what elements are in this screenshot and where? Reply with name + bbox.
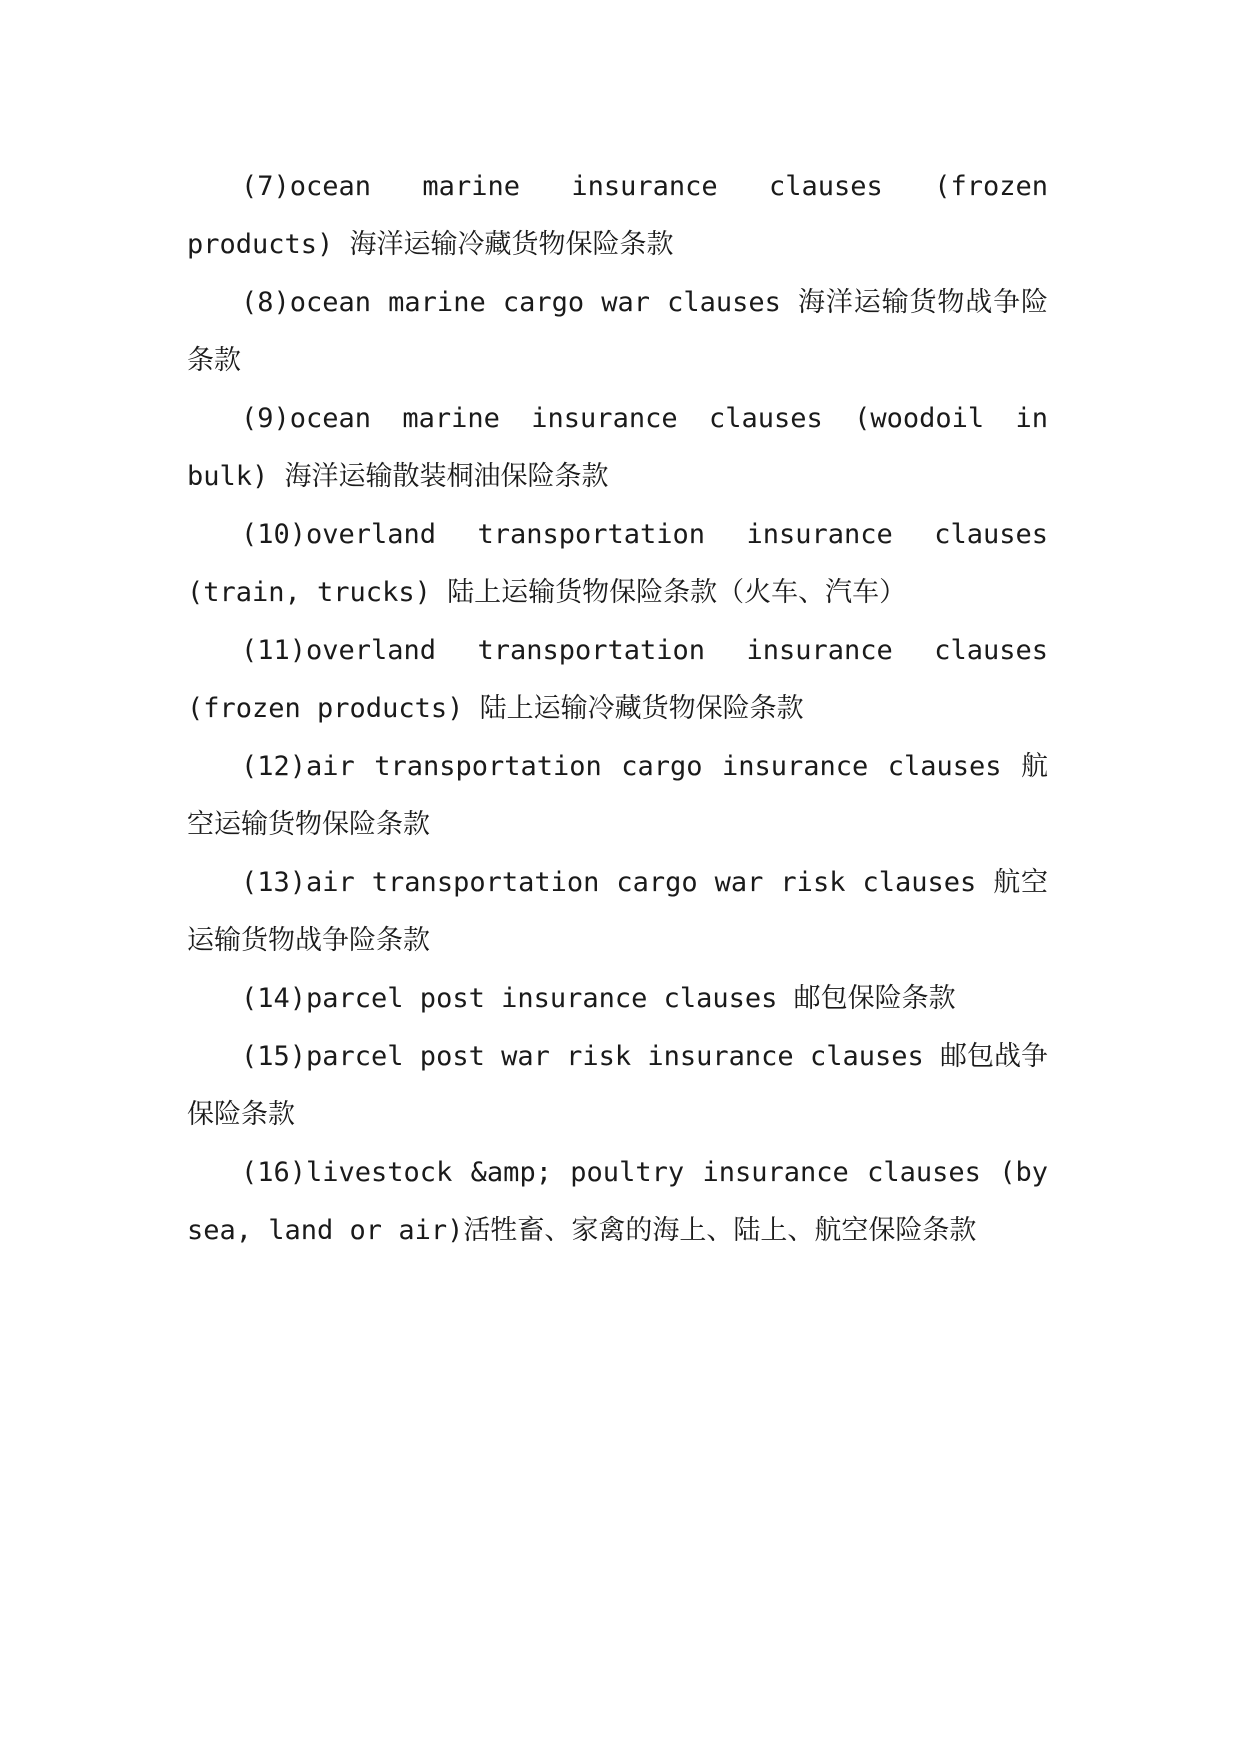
clause-7: (7)ocean marine insurance clauses (frozen products) 海洋运输冷藏货物保险条款	[187, 171, 1048, 260]
clause-8: (8)ocean marine cargo war clauses 海洋运输货物战争险条款	[187, 287, 1048, 376]
clause-15: (15)parcel post war risk insurance clauses 邮包战争保险条款	[187, 1041, 1048, 1130]
clause-12: (12)air transportation cargo insurance clauses 航空运输货物保险条款	[187, 751, 1048, 840]
clause-11: (11)overland transportation insurance clauses (frozen products) 陆上运输冷藏货物保险条款	[187, 635, 1048, 724]
clause-13: (13)air transportation cargo war risk clauses 航空运输货物战争险条款	[187, 867, 1048, 956]
clause-16: (16)livestock &amp; poultry insurance clauses (by sea, land or air)活牲畜、家禽的海上、陆上、航空保险条款	[187, 1157, 1048, 1246]
clause-10: (10)overland transportation insurance clauses (train, trucks) 陆上运输货物保险条款（火车、汽车）	[187, 519, 1048, 608]
clause-9: (9)ocean marine insurance clauses (woodoil in bulk) 海洋运输散装桐油保险条款	[187, 403, 1048, 492]
document-page	[187, 158, 1048, 1260]
clause-14: (14)parcel post insurance clauses 邮包保险条款	[241, 983, 956, 1014]
